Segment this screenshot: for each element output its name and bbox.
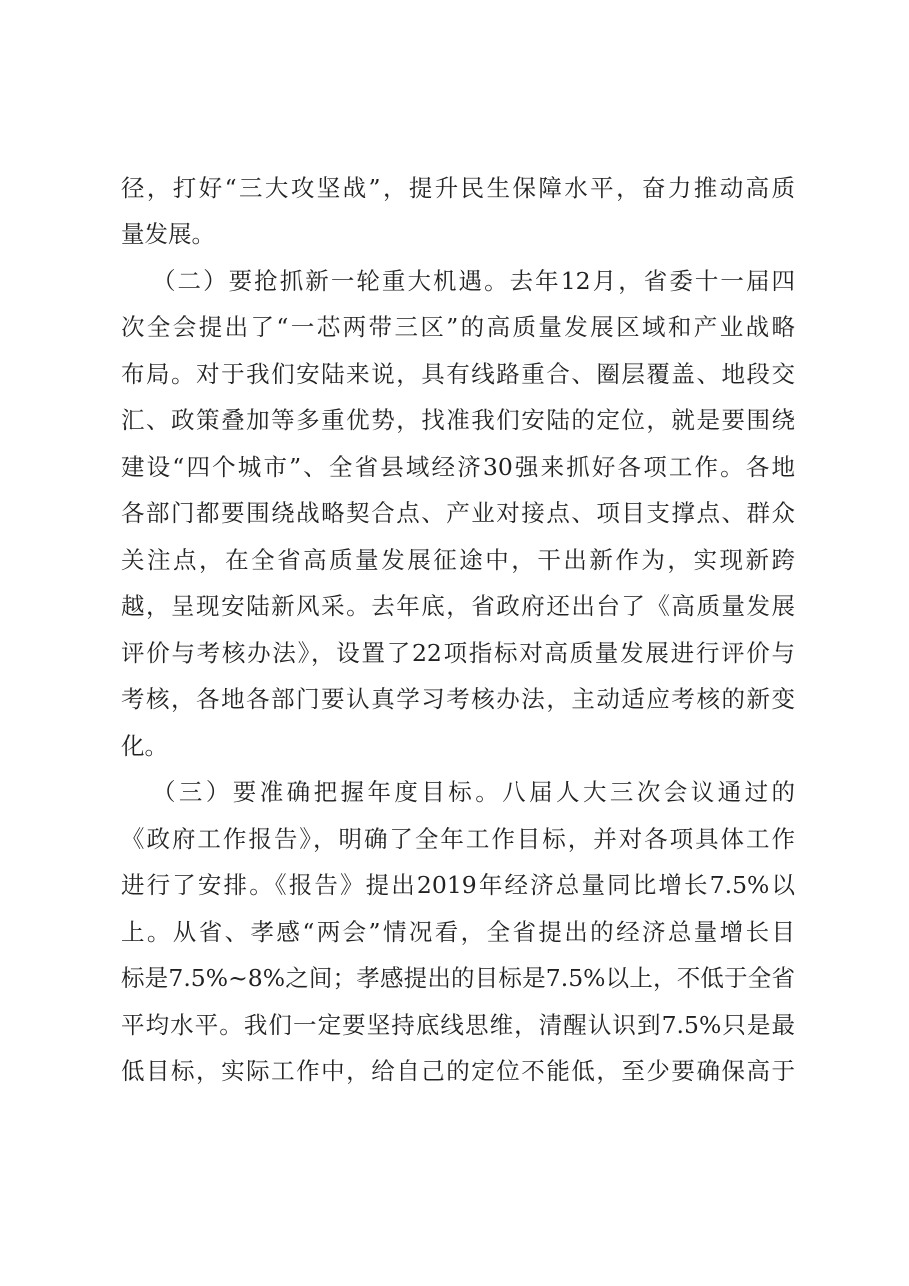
text-line: 越，呈现安陆新风采。去年底，省政府还出台了《高质量发展 [121, 592, 795, 620]
text-line: 标是7.5%~8%之间；孝感提出的目标是7.5%以上，不低于全省 [121, 964, 795, 992]
text-line: 《政府工作报告》，明确了全年工作目标，并对各项具体工作 [121, 825, 795, 853]
text-line: 量发展。 [121, 220, 215, 248]
text-line: 上。从省、孝感“两会”情况看，全省提出的经济总量增长目 [121, 918, 795, 946]
text-line: 汇、政策叠加等多重优势，找准我们安陆的定位，就是要围绕 [121, 406, 795, 434]
text-line: 各部门都要围绕战略契合点、产业对接点、项目支撑点、群众 [121, 499, 795, 527]
text-line: 低目标，实际工作中，给自己的定位不能低，至少要确保高于 [121, 1057, 795, 1085]
paragraph-start-line: （二）要抢抓新一轮重大机遇。去年12月，省委十一届四 [152, 267, 795, 295]
text-line: 径，打好“三大攻坚战”，提升民生保障水平，奋力推动高质 [121, 174, 795, 202]
paragraph-start-line: （三）要准确把握年度目标。八届人大三次会议通过的 [152, 778, 795, 806]
text-line: 建设“四个城市”、全省县域经济30强来抓好各项工作。各地 [121, 453, 795, 481]
text-line: 关注点，在全省高质量发展征途中，干出新作为，实现新跨 [121, 546, 795, 574]
text-line: 次全会提出了“一芯两带三区”的高质量发展区域和产业战略 [121, 313, 795, 341]
text-line: 布局。对于我们安陆来说，具有线路重合、圈层覆盖、地段交 [121, 360, 795, 388]
text-line: 进行了安排。《报告》提出2019年经济总量同比增长7.5%以 [121, 871, 795, 899]
text-line: 考核，各地各部门要认真学习考核办法，主动适应考核的新变 [121, 685, 795, 713]
text-line: 平均水平。我们一定要坚持底线思维，清醒认识到7.5%只是最 [121, 1011, 795, 1039]
text-line: 化。 [121, 732, 168, 760]
text-line: 评价与考核办法》，设置了22项指标对高质量发展进行评价与 [121, 639, 795, 667]
